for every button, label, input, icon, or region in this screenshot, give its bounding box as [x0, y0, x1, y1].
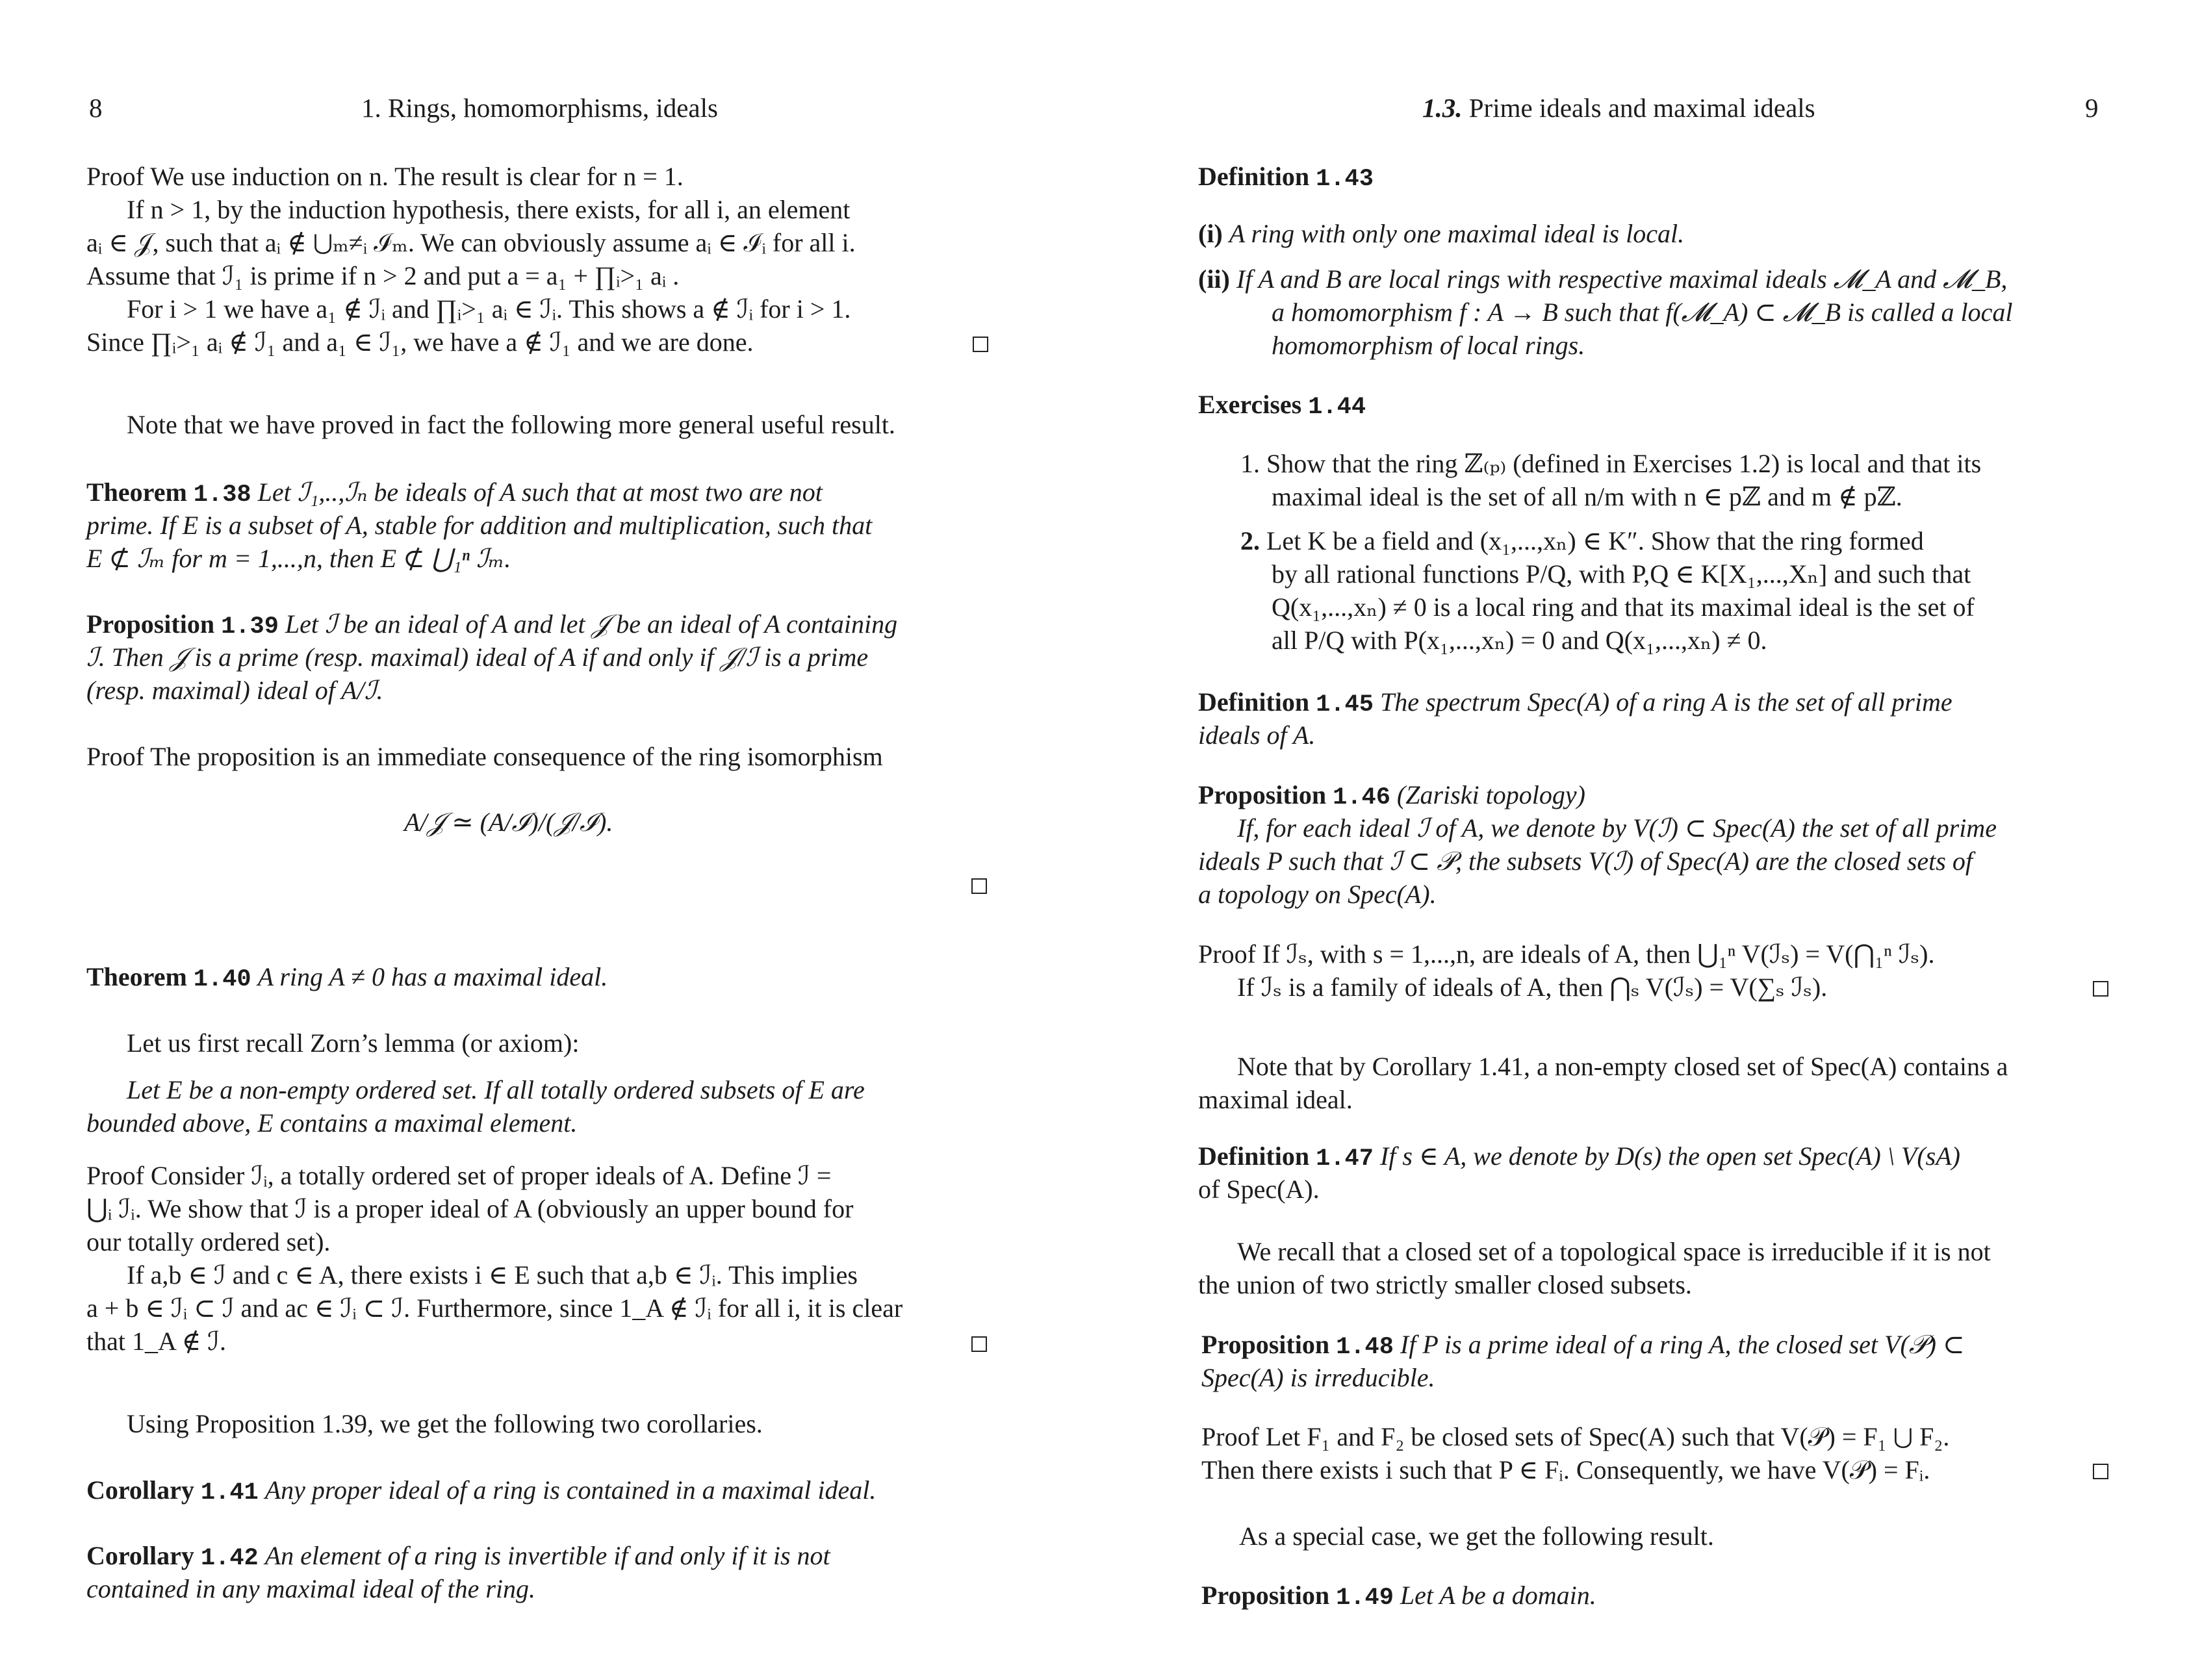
proof-line: Then there exists i such that P ∈ Fᵢ. Consequently, we have V(𝒫) = Fᵢ.: [1201, 1455, 1930, 1484]
proposition-label: Proposition: [86, 609, 215, 639]
item-text: A ring with only one maximal ideal is local.: [1229, 219, 1685, 248]
corollary-number: 1.42: [200, 1545, 259, 1572]
theorem-line: E ⊄ ℐₘ for m = 1,...,n, then E ⊄ ⋃₁ⁿ ℐₘ.: [86, 544, 511, 573]
proposition-line: (resp. maximal) ideal of A/ℐ.: [86, 676, 383, 705]
proposition-1-48: [1201, 1328, 1964, 1364]
corollary-line: contained in any maximal ideal of the ring.: [86, 1574, 535, 1603]
proof-line: For i > 1 we have a₁ ∉ ℐᵢ and ∏ᵢ>₁ aᵢ ∈ ℐᵢ. This shows a ∉ ℐᵢ for i > 1.: [127, 294, 851, 324]
exercise-text: Show that the ring ℤ₍ₚ₎ (defined in Exercises 1.2) is local and that its: [1266, 449, 1982, 478]
proposition-label: Proposition: [1198, 780, 1327, 809]
exercise-number: 2.: [1240, 526, 1260, 555]
theorem-number: 1.40: [193, 966, 251, 993]
display-equation: A/𝒥 ≃ (A/ℐ)/(𝒥/ℐ).: [404, 808, 613, 837]
proof-line: Since ∏ᵢ>₁ aᵢ ∉ ℐ₁ and a₁ ∈ ℐ₁, we have a ∉ ℐ₁ and we are done.: [86, 327, 754, 357]
item-label: (ii): [1198, 264, 1230, 294]
definition-number: 1.43: [1316, 166, 1374, 193]
exercise-line: by all rational functions P/Q, with P,Q ∈ K[X₁,...,Xₙ] and such that: [1272, 559, 1971, 589]
paragraph-line: Let us first recall Zorn’s lemma (or axiom):: [127, 1028, 580, 1058]
proposition-text: Let ℐ be an ideal of A and let 𝒥 be an ideal of A containing: [285, 609, 898, 639]
exercise-number: 1.: [1240, 449, 1260, 478]
proof-line: aᵢ ∈ 𝒥, such that aᵢ ∉ ⋃ₘ≠ᵢ ℐₘ. We can obviously assume aᵢ ∈ ℐᵢ for all i.: [86, 228, 856, 257]
proof-line: If ℐₛ is a family of ideals of A, then ⋂ₛ V(ℐₛ) = V(∑ₛ ℐₛ).: [1237, 973, 1828, 1002]
proposition-label: Proposition: [1201, 1581, 1330, 1610]
proposition-line: Spec(A) is irreducible.: [1201, 1363, 1435, 1392]
qed-mark: [2093, 1464, 2108, 1479]
exercises-1-44: [1198, 388, 1366, 424]
definition-label: Definition: [1198, 687, 1310, 717]
corollary-1-41: [86, 1473, 876, 1510]
qed-mark: [971, 878, 987, 894]
proposition-number: 1.46: [1333, 784, 1390, 811]
theorem-label: Theorem: [86, 962, 187, 991]
proposition-line: ℐ. Then 𝒥 is a prime (resp. maximal) ideal of A if and only if 𝒥/ℐ is a prime: [86, 643, 869, 672]
proof-line: If n > 1, by the induction hypothesis, there exists, for all i, an element: [127, 195, 851, 224]
proposition-number: 1.49: [1336, 1585, 1394, 1612]
proposition-line: ideals P such that ℐ ⊂ 𝒫, the subsets V(ℐ) of Spec(A) are the closed sets of: [1198, 846, 1973, 876]
proposition-subtitle: (Zariski topology): [1396, 780, 1585, 809]
exercise-1: [1240, 447, 1981, 481]
definition-label: Definition: [1198, 162, 1310, 191]
qed-mark: [973, 337, 988, 352]
proposition-text: If P is a prime ideal of a ring A, the closed set V(𝒫) ⊂: [1400, 1330, 1965, 1359]
definition-item-ii: [1198, 262, 2007, 296]
qed-mark: [971, 1336, 987, 1352]
qed-mark: [2093, 981, 2108, 997]
definition-number: 1.47: [1316, 1145, 1374, 1173]
theorem-line: prime. If E is a subset of A, stable for addition and multiplication, such that: [86, 511, 873, 540]
proof-line: that 1_A ∉ ℐ.: [86, 1327, 227, 1356]
theorem-number: 1.38: [193, 481, 251, 509]
item-text: If A and B are local rings with respective maximal ideals 𝓜_A and 𝓜_B,: [1236, 264, 2008, 294]
page-number: 8: [89, 93, 103, 123]
definition-line: of Spec(A).: [1198, 1175, 1320, 1204]
page-number: 9: [2085, 93, 2099, 123]
definition-1-43: [1198, 160, 1374, 196]
proof-line: Proof The proposition is an immediate consequence of the ring isomorphism: [86, 742, 883, 771]
running-head: [1422, 91, 1815, 125]
proposition-1-46: [1198, 778, 1585, 815]
definition-item-i: [1198, 217, 1684, 251]
section-number: 1.3.: [1422, 93, 1463, 123]
definition-line: ideals of A.: [1198, 720, 1316, 750]
paragraph-line: maximal ideal.: [1198, 1085, 1353, 1114]
definition-label: Definition: [1198, 1141, 1310, 1171]
proposition-1-49: [1201, 1579, 1596, 1615]
definition-1-45: [1198, 685, 1952, 722]
theorem-1-38: [86, 476, 823, 512]
exercise-line: Q(x₁,...,xₙ) ≠ 0 is a local ring and that its maximal ideal is the set of: [1272, 592, 1975, 622]
section-title: Prime ideals and maximal ideals: [1468, 93, 1815, 123]
corollary-label: Corollary: [86, 1475, 194, 1505]
theorem-label: Theorem: [86, 477, 187, 507]
corollary-text: An element of a ring is invertible if and only if it is not: [264, 1541, 830, 1570]
paragraph-line: We recall that a closed set of a topological space is irreducible if it is not: [1237, 1237, 1991, 1266]
corollary-1-42: [86, 1539, 830, 1575]
theorem-1-40: [86, 960, 608, 997]
definition-text: If s ∈ A, we denote by D(s) the open set Spec(A) \ V(sA): [1379, 1141, 1960, 1171]
proposition-text: Let A be a domain.: [1400, 1581, 1596, 1610]
theorem-text: Let ℐ₁,..,ℐₙ be ideals of A such that at most two are not: [257, 477, 823, 507]
definition-1-47: [1198, 1139, 1960, 1176]
proposition-line: a topology on Spec(A).: [1198, 880, 1437, 909]
proof-line: Proof Consider ℐᵢ, a totally ordered set of proper ideals of A. Define ℐ =: [86, 1161, 832, 1190]
right-page: [1101, 0, 2202, 1680]
proposition-number: 1.48: [1336, 1334, 1394, 1361]
proposition-1-39: [86, 607, 897, 644]
exercises-number: 1.44: [1308, 394, 1366, 421]
exercise-text: Let K be a field and (x₁,...,xₙ) ∈ K″. Show that the ring formed: [1266, 526, 1924, 555]
exercise-2: [1240, 524, 1924, 558]
theorem-text: A ring A ≠ 0 has a maximal ideal.: [257, 962, 608, 991]
proof-line: ⋃ᵢ ℐᵢ. We show that ℐ is a proper ideal of A (obviously an upper bound for: [86, 1194, 854, 1223]
exercises-label: Exercises: [1198, 390, 1302, 419]
paragraph-line: the union of two strictly smaller closed subsets.: [1198, 1270, 1692, 1299]
paragraph-line: Note that we have proved in fact the following more general useful result.: [127, 410, 895, 439]
corollary-number: 1.41: [200, 1479, 259, 1507]
definition-text: The spectrum Spec(A) of a ring A is the set of all prime: [1379, 687, 1952, 717]
definition-number: 1.45: [1316, 691, 1374, 719]
item-line: homomorphism of local rings.: [1272, 331, 1585, 360]
proof-line: our totally ordered set).: [86, 1227, 331, 1256]
running-head: 1. Rings, homomorphisms, ideals: [361, 93, 718, 123]
proof-line: Proof If ℐₛ, with s = 1,...,n, are ideals of A, then ⋃₁ⁿ V(ℐₛ) = V(⋂₁ⁿ ℐₛ).: [1198, 939, 1935, 969]
proof-line: a + b ∈ ℐᵢ ⊂ ℐ and ac ∈ ℐᵢ ⊂ ℐ. Furthermore, since 1_A ∉ ℐᵢ for all i, it is clear: [86, 1293, 903, 1323]
proposition-label: Proposition: [1201, 1330, 1330, 1359]
item-label: (i): [1198, 219, 1223, 248]
exercise-line: maximal ideal is the set of all n/m with n ∈ pℤ and m ∉ pℤ.: [1272, 482, 1902, 511]
proof-line: Proof We use induction on n. The result is clear for n = 1.: [86, 162, 684, 191]
exercise-line: all P/Q with P(x₁,...,xₙ) = 0 and Q(x₁,...,xₙ) ≠ 0.: [1272, 626, 1767, 655]
paragraph-line: Note that by Corollary 1.41, a non-empty closed set of Spec(A) contains a: [1237, 1052, 2008, 1081]
zorn-line: Let E be a non-empty ordered set. If all totally ordered subsets of E are: [127, 1075, 865, 1104]
zorn-line: bounded above, E contains a maximal element.: [86, 1108, 578, 1138]
proposition-number: 1.39: [221, 613, 279, 641]
proof-line: If a,b ∈ ℐ and c ∈ A, there exists i ∈ E such that a,b ∈ ℐᵢ. This implies: [127, 1260, 858, 1290]
proof-line: Assume that ℐ₁ is prime if n > 2 and put a = a₁ + ∏ᵢ>₁ aᵢ .: [86, 261, 680, 290]
proposition-line: If, for each ideal ℐ of A, we denote by V(ℐ) ⊂ Spec(A) the set of all prime: [1237, 813, 1997, 843]
proof-line: Proof Let F₁ and F₂ be closed sets of Spec(A) such that V(𝒫) = F₁ ⋃ F₂.: [1201, 1422, 1950, 1451]
paragraph-line: Using Proposition 1.39, we get the following two corollaries.: [127, 1409, 763, 1438]
paragraph-line: As a special case, we get the following result.: [1239, 1521, 1714, 1551]
corollary-label: Corollary: [86, 1541, 194, 1570]
item-line: a homomorphism f : A → B such that f(𝓜_A) ⊂ 𝓜_B is called a local: [1272, 298, 2013, 327]
corollary-text: Any proper ideal of a ring is contained in a maximal ideal.: [264, 1475, 877, 1505]
